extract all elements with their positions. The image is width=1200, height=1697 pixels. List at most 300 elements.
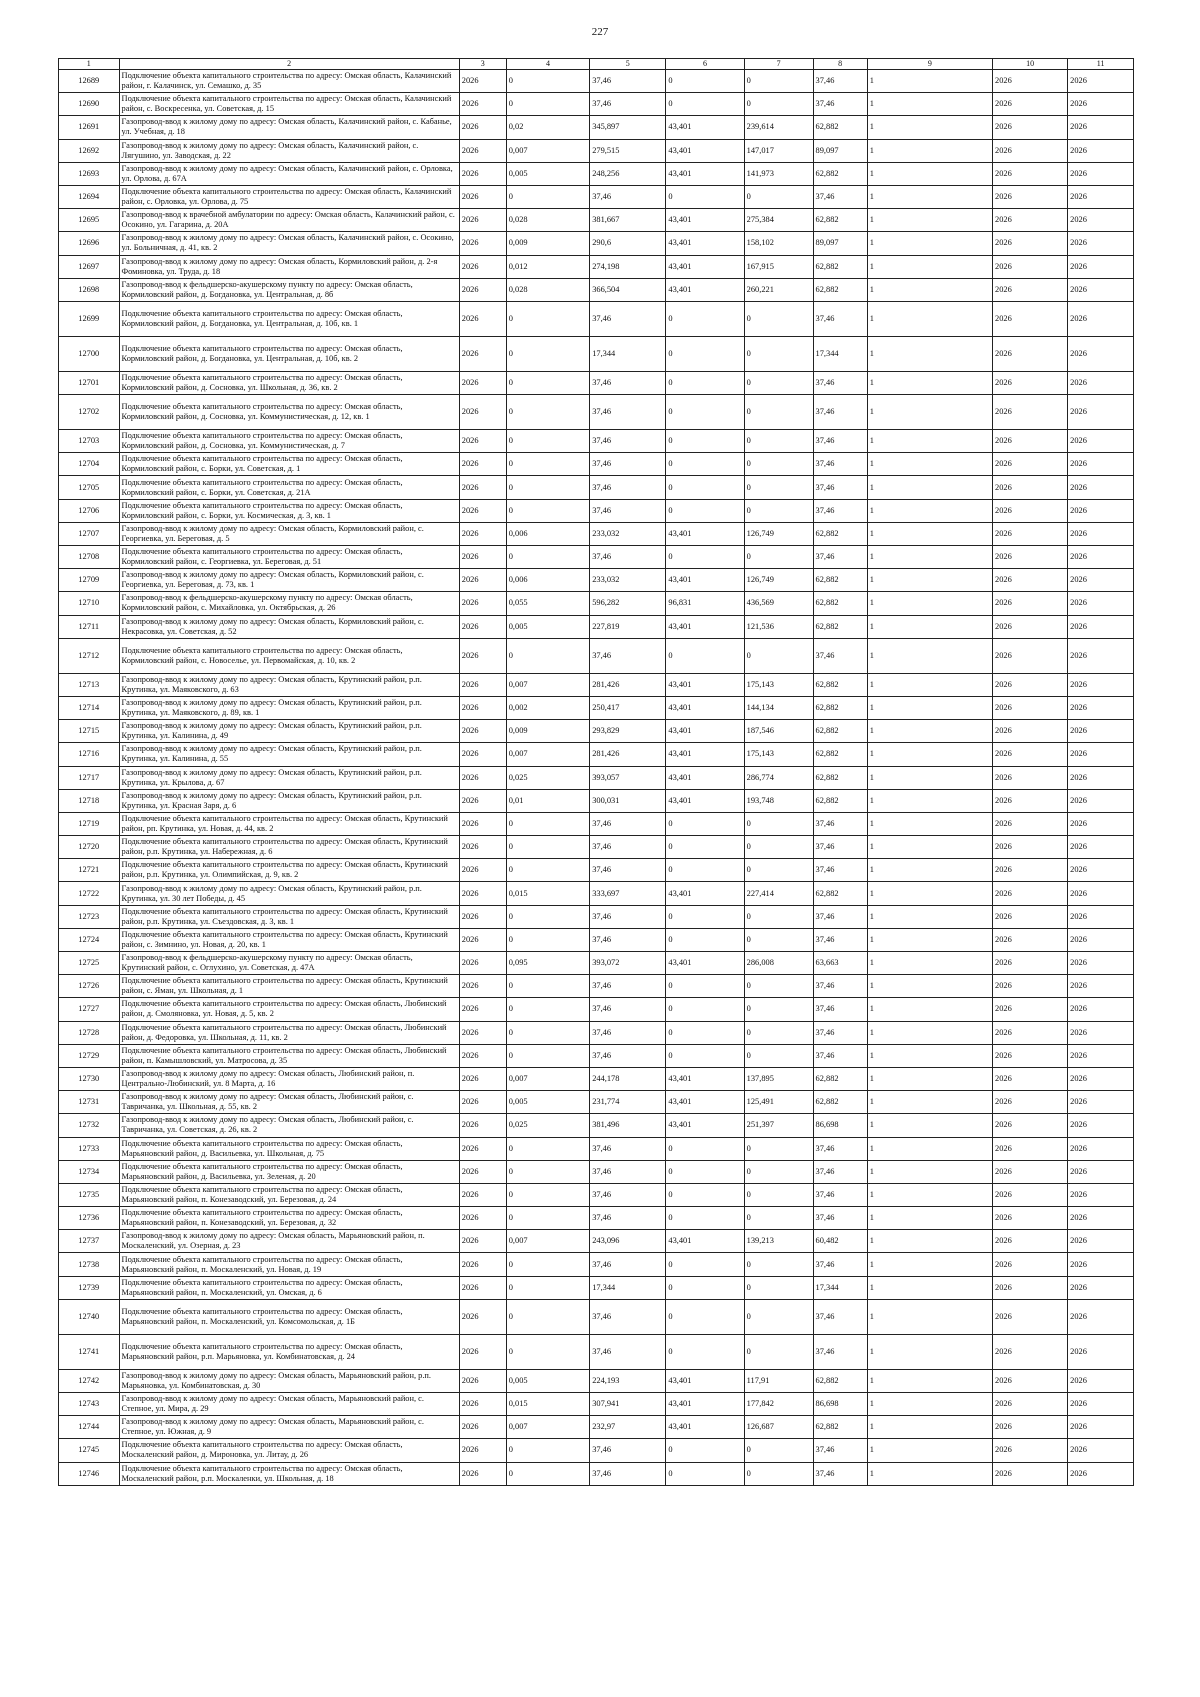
value-cell: 2026 [459, 255, 506, 278]
value-cell: 0 [666, 430, 744, 453]
value-cell: 0,006 [506, 522, 589, 545]
value-cell: 227,414 [744, 882, 813, 905]
row-number-cell: 12738 [59, 1253, 120, 1276]
row-number-cell: 12703 [59, 430, 120, 453]
value-cell: 0 [506, 336, 589, 371]
value-cell: 307,941 [590, 1393, 666, 1416]
value-cell: 37,46 [590, 812, 666, 835]
value-cell: 0 [506, 1160, 589, 1183]
value-cell: 2026 [1068, 789, 1134, 812]
table-row [59, 859, 1134, 882]
value-cell: 0,095 [506, 952, 589, 975]
value-cell: 43,401 [666, 743, 744, 766]
value-cell: 2026 [1068, 720, 1134, 743]
value-cell: 37,46 [813, 70, 867, 93]
value-cell: 37,46 [590, 859, 666, 882]
value-cell: 2026 [993, 162, 1068, 185]
value-cell: 0 [506, 476, 589, 499]
value-cell: 2026 [1068, 1439, 1134, 1462]
value-cell: 37,46 [590, 1439, 666, 1462]
value-cell: 37,46 [590, 546, 666, 569]
value-cell: 0 [744, 1334, 813, 1369]
value-cell: 1 [867, 1183, 992, 1206]
row-number-cell: 12701 [59, 371, 120, 394]
value-cell: 37,46 [813, 1207, 867, 1230]
description-cell: Подключение объекта капитального строительства по адресу: Омская область, Марьяновский район, п. Москаленский, ул. Омская, д. 6 [119, 1276, 459, 1299]
value-cell: 37,46 [813, 638, 867, 673]
value-cell: 2026 [993, 1091, 1068, 1114]
value-cell: 37,46 [590, 430, 666, 453]
description-cell: Газопровод-ввод к врачебной амбулатории по адресу: Омская область, Калачинский район, с. Осокино, ул. Гагарина, д. 20А [119, 209, 459, 232]
value-cell: 2026 [459, 1230, 506, 1253]
value-cell: 0 [666, 928, 744, 951]
table-row [59, 905, 1134, 928]
value-cell: 2026 [459, 1393, 506, 1416]
value-cell: 2026 [993, 1439, 1068, 1462]
value-cell: 2026 [459, 546, 506, 569]
value-cell: 43,401 [666, 1416, 744, 1439]
row-number-cell: 12734 [59, 1160, 120, 1183]
value-cell: 0 [666, 905, 744, 928]
table-row [59, 882, 1134, 905]
value-cell: 2026 [993, 859, 1068, 882]
value-cell: 62,882 [813, 569, 867, 592]
value-cell: 2026 [993, 615, 1068, 638]
value-cell: 37,46 [813, 430, 867, 453]
value-cell: 62,882 [813, 209, 867, 232]
value-cell: 2026 [459, 859, 506, 882]
table-row [59, 1276, 1134, 1299]
value-cell: 0 [666, 859, 744, 882]
value-cell: 2026 [993, 499, 1068, 522]
value-cell: 0 [666, 1299, 744, 1334]
value-cell: 37,46 [813, 371, 867, 394]
value-cell: 0,006 [506, 569, 589, 592]
row-number-cell: 12696 [59, 232, 120, 255]
description-cell: Подключение объекта капитального строительства по адресу: Омская область, Кормиловский район, д. Богдановка, ул. Центральная, д. 10б, кв. 2 [119, 336, 459, 371]
value-cell: 2026 [459, 952, 506, 975]
value-cell: 1 [867, 278, 992, 301]
value-cell: 1 [867, 766, 992, 789]
description-cell: Газопровод-ввод к жилому дому по адресу: Омская область, Любинский район, с. Тавричанка, ул. Советская, д. 26, кв. 2 [119, 1114, 459, 1137]
value-cell: 279,515 [590, 139, 666, 162]
value-cell: 2026 [993, 1462, 1068, 1485]
value-cell: 193,748 [744, 789, 813, 812]
value-cell: 0 [506, 1253, 589, 1276]
value-cell: 2026 [1068, 70, 1134, 93]
value-cell: 2026 [993, 336, 1068, 371]
value-cell: 2026 [993, 209, 1068, 232]
value-cell: 2026 [459, 522, 506, 545]
table-row [59, 1114, 1134, 1137]
row-number-cell: 12729 [59, 1044, 120, 1067]
table-row [59, 696, 1134, 719]
column-header: 6 [666, 59, 744, 70]
value-cell: 0 [666, 371, 744, 394]
value-cell: 0 [506, 638, 589, 673]
row-number-cell: 12711 [59, 615, 120, 638]
value-cell: 2026 [459, 766, 506, 789]
value-cell: 0 [744, 499, 813, 522]
description-cell: Подключение объекта капитального строительства по адресу: Омская область, Калачинский район, с. Орловка, ул. Орлова, д. 75 [119, 185, 459, 208]
value-cell: 37,46 [813, 859, 867, 882]
value-cell: 2026 [1068, 1091, 1134, 1114]
value-cell: 121,536 [744, 615, 813, 638]
value-cell: 393,072 [590, 952, 666, 975]
description-cell: Газопровод-ввод к фельдшерско-акушерскому пункту по адресу: Омская область, Крутинский район, с. Оглухино, ул. Советская, д. 47А [119, 952, 459, 975]
value-cell: 2026 [993, 673, 1068, 696]
value-cell: 0 [506, 395, 589, 430]
value-cell: 2026 [993, 952, 1068, 975]
value-cell: 2026 [459, 139, 506, 162]
value-cell: 227,819 [590, 615, 666, 638]
row-number-cell: 12693 [59, 162, 120, 185]
value-cell: 2026 [1068, 1067, 1134, 1090]
value-cell: 2026 [459, 1021, 506, 1044]
value-cell: 37,46 [813, 1137, 867, 1160]
value-cell: 1 [867, 1299, 992, 1334]
value-cell: 1 [867, 255, 992, 278]
value-cell: 0 [666, 476, 744, 499]
value-cell: 177,842 [744, 1393, 813, 1416]
description-cell: Подключение объекта капитального строительства по адресу: Омская область, Москаленский район, р.п. Москаленки, ул. Школьная, д. 18 [119, 1462, 459, 1485]
description-cell: Подключение объекта капитального строительства по адресу: Омская область, Марьяновский район, р.п. Марьяновка, ул. Комбинатовская, д. 24 [119, 1334, 459, 1369]
value-cell: 0 [666, 1021, 744, 1044]
value-cell: 2026 [993, 569, 1068, 592]
value-cell: 37,46 [590, 1299, 666, 1334]
description-cell: Подключение объекта капитального строительства по адресу: Омская область, Кормиловский район, д. Сосновка, ул. Коммунистическая, д. 7 [119, 430, 459, 453]
value-cell: 2026 [993, 546, 1068, 569]
value-cell: 0 [666, 336, 744, 371]
value-cell: 62,882 [813, 615, 867, 638]
value-cell: 1 [867, 116, 992, 139]
value-cell: 2026 [1068, 1369, 1134, 1392]
value-cell: 2026 [459, 301, 506, 336]
value-cell: 1 [867, 1207, 992, 1230]
value-cell: 0,028 [506, 278, 589, 301]
value-cell: 2026 [1068, 673, 1134, 696]
value-cell: 1 [867, 1369, 992, 1392]
value-cell: 43,401 [666, 789, 744, 812]
value-cell: 286,008 [744, 952, 813, 975]
table-row [59, 476, 1134, 499]
value-cell: 248,256 [590, 162, 666, 185]
value-cell: 0 [666, 1462, 744, 1485]
row-number-cell: 12714 [59, 696, 120, 719]
row-number-cell: 12716 [59, 743, 120, 766]
table-row [59, 766, 1134, 789]
value-cell: 1 [867, 696, 992, 719]
value-cell: 2026 [459, 1416, 506, 1439]
description-cell: Подключение объекта капитального строительства по адресу: Омская область, Кормиловский район, д. Богдановка, ул. Центральная, д. 10б, кв. 1 [119, 301, 459, 336]
row-number-cell: 12708 [59, 546, 120, 569]
table-row [59, 336, 1134, 371]
value-cell: 2026 [459, 395, 506, 430]
value-cell: 2026 [1068, 453, 1134, 476]
value-cell: 233,032 [590, 522, 666, 545]
table-row [59, 592, 1134, 615]
row-number-cell: 12715 [59, 720, 120, 743]
value-cell: 117,91 [744, 1369, 813, 1392]
value-cell: 2026 [459, 812, 506, 835]
value-cell: 2026 [1068, 209, 1134, 232]
value-cell: 37,46 [590, 998, 666, 1021]
value-cell: 1 [867, 371, 992, 394]
value-cell: 0 [744, 476, 813, 499]
value-cell: 2026 [1068, 546, 1134, 569]
value-cell: 0 [506, 93, 589, 116]
value-cell: 436,569 [744, 592, 813, 615]
value-cell: 2026 [1068, 615, 1134, 638]
value-cell: 2026 [1068, 859, 1134, 882]
description-cell: Подключение объекта капитального строительства по адресу: Омская область, Марьяновский район, д. Васильевка, ул. Школьная, д. 75 [119, 1137, 459, 1160]
value-cell: 43,401 [666, 720, 744, 743]
value-cell: 2026 [459, 1091, 506, 1114]
description-cell: Подключение объекта капитального строительства по адресу: Омская область, Кормиловский район, с. Борки, ул. Космическая, д. 3, кв. 1 [119, 499, 459, 522]
value-cell: 0,005 [506, 1091, 589, 1114]
value-cell: 2026 [1068, 278, 1134, 301]
description-cell: Подключение объекта капитального строительства по адресу: Омская область, Любинский район, д. Федоровка, ул. Школьная, д. 11, кв. 2 [119, 1021, 459, 1044]
value-cell: 43,401 [666, 162, 744, 185]
page-number: 227 [591, 26, 609, 38]
row-number-cell: 12737 [59, 1230, 120, 1253]
row-number-cell: 12700 [59, 336, 120, 371]
value-cell: 37,46 [813, 975, 867, 998]
value-cell: 0,007 [506, 1067, 589, 1090]
value-cell: 2026 [993, 1207, 1068, 1230]
description-cell: Подключение объекта капитального строительства по адресу: Омская область, Марьяновский район, д. Васильевка, ул. Зеленая, д. 20 [119, 1160, 459, 1183]
value-cell: 2026 [459, 928, 506, 951]
value-cell: 0 [744, 905, 813, 928]
value-cell: 2026 [459, 453, 506, 476]
value-cell: 1 [867, 1439, 992, 1462]
row-number-cell: 12727 [59, 998, 120, 1021]
value-cell: 0 [506, 1299, 589, 1334]
value-cell: 0 [506, 301, 589, 336]
value-cell: 0 [506, 1334, 589, 1369]
value-cell: 0 [744, 70, 813, 93]
value-cell: 126,687 [744, 1416, 813, 1439]
value-cell: 2026 [993, 696, 1068, 719]
value-cell: 0 [666, 638, 744, 673]
value-cell: 0 [666, 812, 744, 835]
value-cell: 2026 [459, 232, 506, 255]
value-cell: 0 [744, 1137, 813, 1160]
value-cell: 2026 [993, 1114, 1068, 1137]
value-cell: 1 [867, 1044, 992, 1067]
value-cell: 1 [867, 139, 992, 162]
value-cell: 0 [506, 859, 589, 882]
row-number-cell: 12699 [59, 301, 120, 336]
value-cell: 1 [867, 209, 992, 232]
description-cell: Подключение объекта капитального строительства по адресу: Омская область, Кормиловский район, д. Сосновка, ул. Коммунистическая, д. 12, кв. 1 [119, 395, 459, 430]
description-cell: Газопровод-ввод к жилому дому по адресу: Омская область, Калачинский район, с. Осокино, ул. Больничная, д. 41, кв. 2 [119, 232, 459, 255]
value-cell: 43,401 [666, 569, 744, 592]
value-cell: 0 [744, 1462, 813, 1485]
value-cell: 2026 [1068, 743, 1134, 766]
value-cell: 250,417 [590, 696, 666, 719]
value-cell: 2026 [1068, 301, 1134, 336]
value-cell: 0,025 [506, 1114, 589, 1137]
value-cell: 0 [744, 301, 813, 336]
value-cell: 0 [744, 1253, 813, 1276]
value-cell: 2026 [459, 116, 506, 139]
table-row [59, 743, 1134, 766]
value-cell: 2026 [1068, 232, 1134, 255]
value-cell: 37,46 [590, 928, 666, 951]
value-cell: 2026 [993, 116, 1068, 139]
value-cell: 1 [867, 301, 992, 336]
value-cell: 1 [867, 569, 992, 592]
table-row [59, 1334, 1134, 1369]
row-number-cell: 12743 [59, 1393, 120, 1416]
value-cell: 2026 [993, 975, 1068, 998]
value-cell: 0 [744, 1276, 813, 1299]
row-number-cell: 12709 [59, 569, 120, 592]
value-cell: 37,46 [590, 1334, 666, 1369]
value-cell: 2026 [1068, 371, 1134, 394]
description-cell: Подключение объекта капитального строительства по адресу: Омская область, Калачинский район, г. Калачинск, ул. Семашко, д. 35 [119, 70, 459, 93]
value-cell: 0 [666, 1137, 744, 1160]
value-cell: 2026 [1068, 116, 1134, 139]
value-cell: 0 [506, 975, 589, 998]
description-cell: Подключение объекта капитального строительства по адресу: Омская область, Марьяновский район, п. Москаленский, ул. Комсомольская, д. 1Б [119, 1299, 459, 1334]
value-cell: 2026 [1068, 975, 1134, 998]
value-cell: 231,774 [590, 1091, 666, 1114]
description-cell: Газопровод-ввод к жилому дому по адресу: Омская область, Марьяновский район, р.п. Марьяновка, ул. Комбинатовская, д. 30 [119, 1369, 459, 1392]
table-row [59, 720, 1134, 743]
value-cell: 37,46 [590, 1462, 666, 1485]
value-cell: 17,344 [813, 1276, 867, 1299]
value-cell: 175,143 [744, 673, 813, 696]
value-cell: 2026 [993, 139, 1068, 162]
value-cell: 37,46 [813, 1462, 867, 1485]
value-cell: 2026 [993, 278, 1068, 301]
value-cell: 2026 [993, 836, 1068, 859]
value-cell: 137,895 [744, 1067, 813, 1090]
value-cell: 2026 [1068, 836, 1134, 859]
description-cell: Газопровод-ввод к жилому дому по адресу: Омская область, Марьяновский район, п. Москаленский, ул. Озерная, д. 23 [119, 1230, 459, 1253]
description-cell: Подключение объекта капитального строительства по адресу: Омская область, Крутинский район, с. Зимнино, ул. Новая, д. 20, кв. 1 [119, 928, 459, 951]
value-cell: 37,46 [813, 1334, 867, 1369]
value-cell: 0 [506, 1183, 589, 1206]
value-cell: 333,697 [590, 882, 666, 905]
value-cell: 62,882 [813, 673, 867, 696]
value-cell: 37,46 [590, 975, 666, 998]
value-cell: 2026 [1068, 1462, 1134, 1485]
value-cell: 0 [506, 1021, 589, 1044]
table-row [59, 1230, 1134, 1253]
value-cell: 2026 [993, 301, 1068, 336]
value-cell: 147,017 [744, 139, 813, 162]
value-cell: 2026 [993, 185, 1068, 208]
value-cell: 2026 [1068, 336, 1134, 371]
value-cell: 43,401 [666, 139, 744, 162]
description-cell: Подключение объекта капитального строительства по адресу: Омская область, Любинский район, п. Камышловский, ул. Матросова, д. 35 [119, 1044, 459, 1067]
value-cell: 2026 [1068, 93, 1134, 116]
value-cell: 37,46 [590, 93, 666, 116]
row-number-cell: 12694 [59, 185, 120, 208]
value-cell: 37,46 [590, 1021, 666, 1044]
value-cell: 1 [867, 859, 992, 882]
value-cell: 2026 [993, 720, 1068, 743]
value-cell: 0 [506, 1207, 589, 1230]
description-cell: Подключение объекта капитального строительства по адресу: Омская область, Кормиловский район, с. Георгиевка, ул. Береговая, д. 51 [119, 546, 459, 569]
row-number-cell: 12725 [59, 952, 120, 975]
value-cell: 2026 [459, 882, 506, 905]
value-cell: 0 [744, 812, 813, 835]
row-number-cell: 12723 [59, 905, 120, 928]
value-cell: 2026 [1068, 522, 1134, 545]
description-cell: Газопровод-ввод к жилому дому по адресу: Омская область, Крутинский район, р.п. Крутинка, ул. Калинина, д. 49 [119, 720, 459, 743]
description-cell: Подключение объекта капитального строительства по адресу: Омская область, Марьяновский район, п. Конезаводский, ул. Березовая, д. 32 [119, 1207, 459, 1230]
value-cell: 0,01 [506, 789, 589, 812]
value-cell: 0 [666, 1253, 744, 1276]
value-cell: 43,401 [666, 232, 744, 255]
value-cell: 2026 [1068, 638, 1134, 673]
table-row [59, 812, 1134, 835]
table-row [59, 998, 1134, 1021]
value-cell: 2026 [993, 812, 1068, 835]
value-cell: 2026 [1068, 928, 1134, 951]
value-cell: 2026 [459, 209, 506, 232]
value-cell: 0,02 [506, 116, 589, 139]
value-cell: 89,097 [813, 232, 867, 255]
value-cell: 0 [506, 499, 589, 522]
value-cell: 1 [867, 905, 992, 928]
value-cell: 37,46 [590, 476, 666, 499]
value-cell: 43,401 [666, 1114, 744, 1137]
table-row [59, 232, 1134, 255]
table-row [59, 836, 1134, 859]
value-cell: 2026 [459, 638, 506, 673]
value-cell: 62,882 [813, 720, 867, 743]
column-header: 8 [813, 59, 867, 70]
value-cell: 0 [744, 371, 813, 394]
value-cell: 1 [867, 1137, 992, 1160]
value-cell: 1 [867, 1253, 992, 1276]
value-cell: 0 [744, 975, 813, 998]
value-cell: 0 [744, 928, 813, 951]
value-cell: 0,005 [506, 1369, 589, 1392]
description-cell: Газопровод-ввод к жилому дому по адресу: Омская область, Марьяновский район, с. Степное, ул. Мира, д. 29 [119, 1393, 459, 1416]
value-cell: 37,46 [813, 546, 867, 569]
value-cell: 233,032 [590, 569, 666, 592]
value-cell: 2026 [459, 1276, 506, 1299]
value-cell: 2026 [1068, 766, 1134, 789]
value-cell: 2026 [1068, 1183, 1134, 1206]
value-cell: 1 [867, 395, 992, 430]
value-cell: 37,46 [590, 499, 666, 522]
value-cell: 1 [867, 975, 992, 998]
row-number-cell: 12730 [59, 1067, 120, 1090]
value-cell: 2026 [1068, 1416, 1134, 1439]
value-cell: 2026 [459, 430, 506, 453]
table-row [59, 453, 1134, 476]
value-cell: 2026 [1068, 882, 1134, 905]
table-row [59, 952, 1134, 975]
value-cell: 0 [506, 1439, 589, 1462]
value-cell: 1 [867, 1230, 992, 1253]
table-row [59, 1369, 1134, 1392]
value-cell: 0 [506, 1276, 589, 1299]
value-cell: 0 [744, 638, 813, 673]
value-cell: 37,46 [590, 1137, 666, 1160]
value-cell: 37,46 [590, 1253, 666, 1276]
description-cell: Газопровод-ввод к жилому дому по адресу: Омская область, Крутинский район, р.п. Крутинка, ул. Маяковского, д. 63 [119, 673, 459, 696]
value-cell: 37,46 [813, 1044, 867, 1067]
value-cell: 0 [744, 859, 813, 882]
